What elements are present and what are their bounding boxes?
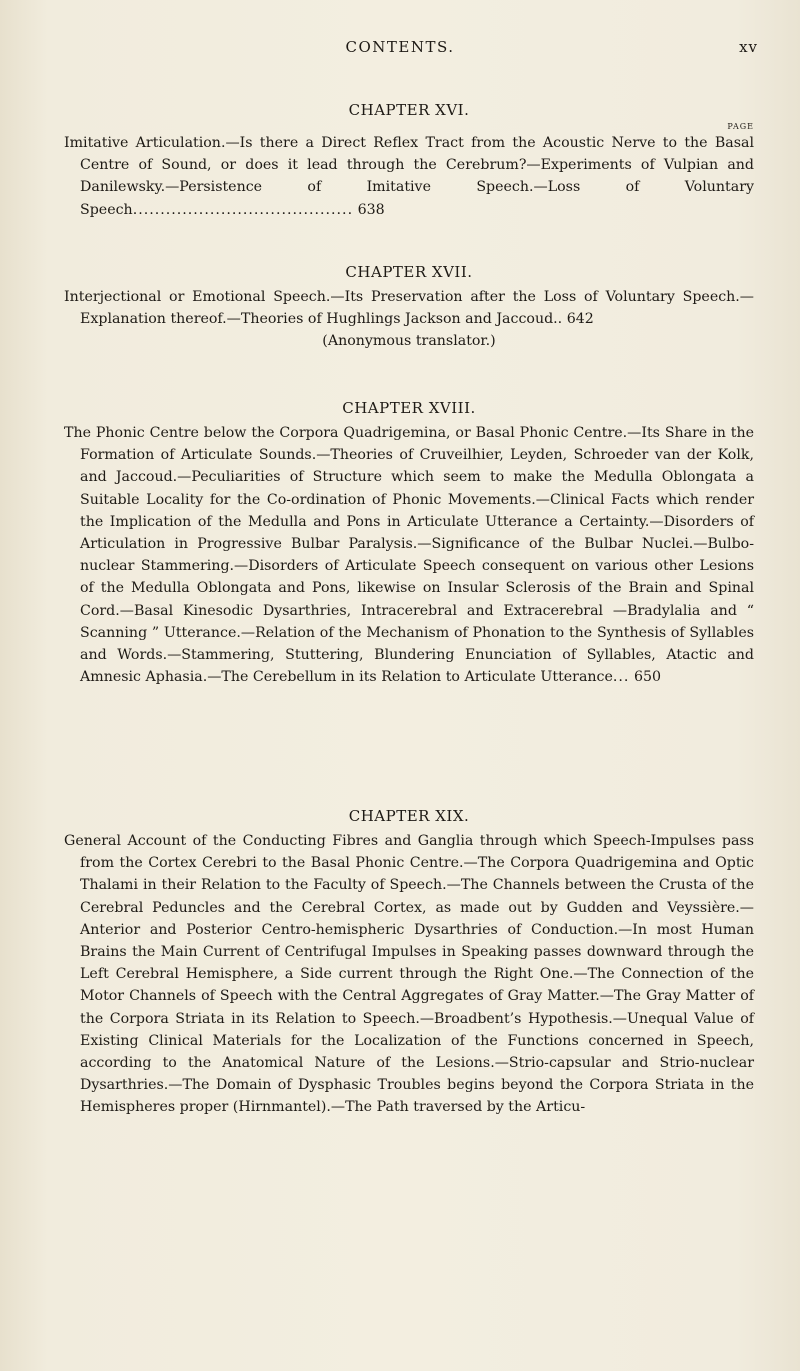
page-number: 650 — [633, 669, 662, 686]
chapter-summary — [64, 830, 754, 1119]
translator-note: (Anonymous translator.) — [322, 333, 496, 350]
chapter-heading: CHAPTER XVIII. — [342, 399, 476, 417]
running-head — [0, 38, 800, 58]
running-title: CONTENTS. — [345, 38, 455, 56]
chapter-17 — [64, 262, 754, 352]
summary-text: Interjectional or Emotional Speech.—Its Preservation after the Loss of Voluntary Speech.—Explanation thereof.—Theories of Hughlings Jackson and Jaccoud.. — [64, 289, 754, 328]
page-column-label: PAGE — [727, 122, 754, 131]
page-folio: xv — [739, 38, 758, 56]
chapter-summary — [64, 422, 754, 688]
chapter-16 — [64, 100, 754, 221]
summary-text: The Phonic Centre below the Corpora Quadrigemina, or Basal Phonic Centre.—Its Share in the Formation of Articulate Sounds.—Theories of Cruveilhier, Leyden, Schroeder van der Kolk, and Jaccoud.—Peculiarities of Structure which seem to make the Medulla Oblongata a Suitable Locality for the Co-ordination of Phonic Movements.—Clinical Facts which render the Implication of the Medulla and Pons in Articulate Utterance a Certainty.—Disorders of Articulation in Progressive Bulbar Paralysis.—Significance of the Bulbar Nuclei.—Bulbo-nuclear Stammering.—Disorders of Articulate Speech consequent on various other Lesions of the Medulla Oblongata and Pons, likewise on Insular Sclerosis of the Brain and Spinal Cord.—Basal Kinesodic Dysarthries, Intracerebral and Extracerebral —Bradylalia and “ Scanning ” Utterance.—Relation of the Mechanism of Phonation to the Synthesis of Syllables and Words.—Stammering, Stuttering, Blundering Enunciation of Syllables, Atactic and Amnesic Aphasia.—The Cerebellum in its Relation to Articulate Utterance — [64, 425, 754, 686]
chapter-18 — [64, 398, 754, 688]
chapter-heading: CHAPTER XIX. — [348, 807, 470, 825]
dot-leader: ........................................ — [132, 201, 354, 218]
chapter-19 — [64, 806, 754, 1119]
summary-text: General Account of the Conducting Fibres and Ganglia through which Speech-Impulses pass from the Cortex Cerebri to the Basal Phonic Centre.—The Corpora Quadrigemina and Optic Thalami in their Relation to the Faculty of Speech.—The Channels between the Crusta of the Cerebral Peduncles and the Cerebral Cortex, as made out by Gudden and Veyssière.—Anterior and Posterior Centro-hemispheric Dysarthries of Conduction.—In most Human Brains the Main Current of Centrifugal Impulses in Speaking passes downward through the Left Cerebral Hemisphere, a Side current through the Right One.—The Connection of the Motor Channels of Speech with the Central Aggregates of Gray Matter.—The Gray Matter of the Corpora Striata in its Relation to Speech.—Broadbent’s Hypothesis.—Unequal Value of Existing Clinical Materials for the Localization of the Functions concerned in Speech, according to the Anatomical Nature of the Lesions.—Strio-capsular and Strio-nuclear Dysarthries.—The Domain of Dysphasic Troubles begins beyond the Corpora Striata in the Hemispheres proper (Hirnmantel).—The Path traversed by the Articu- — [64, 833, 754, 1116]
chapter-summary — [64, 132, 754, 221]
page-number: 638 — [357, 201, 385, 218]
summary-text: Imitative Articulation.—Is there a Direct Reflex Tract from the Acoustic Nerve to the Basal Centre of Sound, or does it lead through the Cerebrum?—Experiments of Vulpian and Danilewsky.—Persistence of Imitative Speech.—Loss of Voluntary Speech — [64, 135, 754, 218]
chapter-heading: CHAPTER XVII. — [345, 263, 473, 281]
chapter-heading: CHAPTER XVI. — [348, 101, 470, 119]
dot-leader: ... — [612, 669, 630, 686]
chapter-summary — [64, 286, 754, 330]
page-number: 642 — [566, 311, 594, 328]
